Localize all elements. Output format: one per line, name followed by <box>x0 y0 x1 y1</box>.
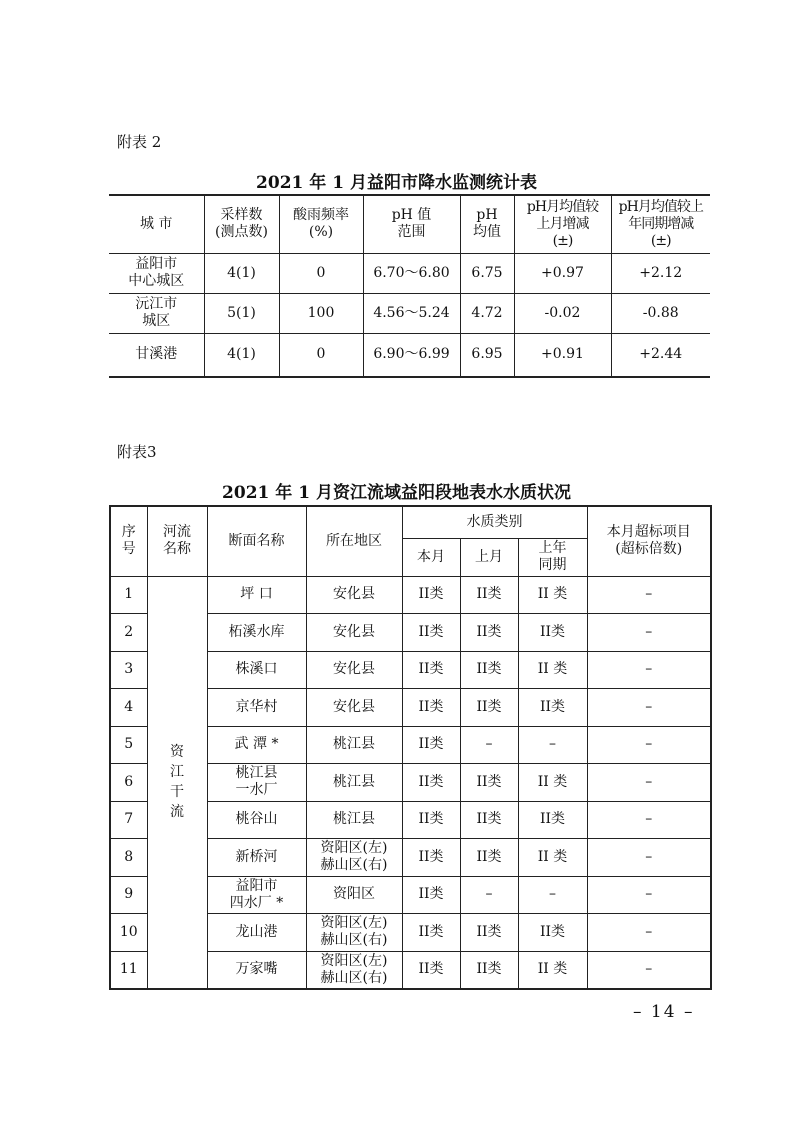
precip-cell-vs-last-year: +2.12 <box>611 253 710 293</box>
wq-cell-last-month: – <box>460 876 518 914</box>
wq-header-exceed: 本月超标项目 (超标倍数) <box>587 506 711 576</box>
wq-cell-exceed: – <box>587 689 711 727</box>
wq-cell-seq: 11 <box>110 951 147 989</box>
precip-cell-acid-rain: 0 <box>279 333 363 377</box>
wq-cell-section: 坪 口 <box>207 576 306 614</box>
wq-header-quality: 水质类别 <box>402 506 587 538</box>
wq-cell-last-month: II类 <box>460 651 518 689</box>
precip-header-acid-rain: 酸雨频率 (%) <box>279 195 363 253</box>
precip-cell-city: 甘溪港 <box>109 333 204 377</box>
wq-cell-current: II类 <box>402 764 460 802</box>
wq-cell-section: 武 潭 * <box>207 726 306 764</box>
precip-header-samples: 采样数 (测点数) <box>204 195 279 253</box>
wq-cell-exceed: – <box>587 914 711 952</box>
wq-cell-region: 桃江县 <box>306 726 402 764</box>
wq-cell-last-year: – <box>518 876 587 914</box>
precip-header-vs-last-year: pH月均值较上 年同期增减 (±) <box>611 195 710 253</box>
precip-cell-ph-mean: 6.95 <box>460 333 514 377</box>
precip-cell-ph-mean: 6.75 <box>460 253 514 293</box>
wq-cell-region: 资阳区 <box>306 876 402 914</box>
wq-cell-exceed: – <box>587 651 711 689</box>
wq-cell-last-month: II类 <box>460 689 518 727</box>
wq-cell-region: 资阳区(左) 赫山区(右) <box>306 951 402 989</box>
precip-header-row <box>109 195 710 253</box>
wq-cell-seq: 3 <box>110 651 147 689</box>
wq-cell-region: 桃江县 <box>306 801 402 839</box>
wq-cell-current: II类 <box>402 801 460 839</box>
wq-cell-section: 京华村 <box>207 689 306 727</box>
precip-header-city: 城 市 <box>109 195 204 253</box>
precip-header-vs-last-month: pH月均值较 上月增减 (±) <box>514 195 611 253</box>
wq-cell-last-month: II类 <box>460 764 518 802</box>
wq-header-seq: 序 号 <box>110 506 147 576</box>
wq-cell-section: 益阳市 四水厂 * <box>207 876 306 914</box>
wq-cell-last-year: II 类 <box>518 839 587 877</box>
wq-header-last-year: 上年 同期 <box>518 538 587 576</box>
wq-cell-last-year: II类 <box>518 689 587 727</box>
wq-cell-exceed: – <box>587 839 711 877</box>
wq-cell-seq: 1 <box>110 576 147 614</box>
precip-cell-acid-rain: 100 <box>279 293 363 333</box>
appendix3-title: 2021 年 1 月资江流域益阳段地表水水质状况 <box>222 483 571 503</box>
wq-cell-section: 新桥河 <box>207 839 306 877</box>
precip-row <box>109 333 710 377</box>
precipitation-table <box>109 194 710 378</box>
precip-cell-vs-last-year: -0.88 <box>611 293 710 333</box>
wq-header-last-month: 上月 <box>460 538 518 576</box>
precip-cell-samples: 4(1) <box>204 333 279 377</box>
precip-header-ph-mean: pH 均值 <box>460 195 514 253</box>
wq-cell-exceed: – <box>587 876 711 914</box>
water-quality-table <box>109 505 712 990</box>
wq-cell-current: II类 <box>402 839 460 877</box>
wq-header-current: 本月 <box>402 538 460 576</box>
wq-cell-current: II类 <box>402 614 460 652</box>
wq-cell-last-month: – <box>460 726 518 764</box>
wq-cell-last-year: II 类 <box>518 951 587 989</box>
wq-cell-seq: 2 <box>110 614 147 652</box>
wq-header-river: 河流 名称 <box>147 506 207 576</box>
wq-cell-section: 桃谷山 <box>207 801 306 839</box>
wq-cell-region: 资阳区(左) 赫山区(右) <box>306 839 402 877</box>
wq-cell-current: II类 <box>402 689 460 727</box>
wq-cell-seq: 6 <box>110 764 147 802</box>
wq-cell-seq: 9 <box>110 876 147 914</box>
precip-cell-samples: 4(1) <box>204 253 279 293</box>
wq-cell-last-year: II 类 <box>518 764 587 802</box>
wq-cell-seq: 10 <box>110 914 147 952</box>
wq-cell-seq: 8 <box>110 839 147 877</box>
wq-cell-last-month: II类 <box>460 839 518 877</box>
wq-cell-section: 龙山港 <box>207 914 306 952</box>
wq-cell-last-month: II类 <box>460 801 518 839</box>
wq-cell-region: 安化县 <box>306 576 402 614</box>
precip-cell-samples: 5(1) <box>204 293 279 333</box>
precip-row <box>109 253 710 293</box>
wq-cell-seq: 7 <box>110 801 147 839</box>
precip-cell-acid-rain: 0 <box>279 253 363 293</box>
precip-cell-vs-last-month: +0.97 <box>514 253 611 293</box>
wq-cell-last-year: II 类 <box>518 651 587 689</box>
precip-cell-vs-last-month: +0.91 <box>514 333 611 377</box>
precip-cell-ph-mean: 4.72 <box>460 293 514 333</box>
precip-cell-ph-range: 4.56～5.24 <box>363 293 460 333</box>
wq-cell-exceed: – <box>587 951 711 989</box>
wq-cell-current: II类 <box>402 951 460 989</box>
wq-cell-current: II类 <box>402 876 460 914</box>
wq-cell-exceed: – <box>587 726 711 764</box>
precip-cell-vs-last-year: +2.44 <box>611 333 710 377</box>
wq-cell-section: 桃江县 一水厂 <box>207 764 306 802</box>
wq-cell-exceed: – <box>587 801 711 839</box>
wq-cell-seq: 5 <box>110 726 147 764</box>
appendix2-label: 附表 2 <box>117 133 162 151</box>
wq-cell-region: 桃江县 <box>306 764 402 802</box>
appendix3-label: 附表3 <box>117 443 157 461</box>
precip-header-ph-range: pH 值 范围 <box>363 195 460 253</box>
page-number: – 14 – <box>633 1002 695 1022</box>
wq-cell-region: 安化县 <box>306 614 402 652</box>
wq-cell-last-month: II类 <box>460 951 518 989</box>
precip-cell-ph-range: 6.90～6.99 <box>363 333 460 377</box>
wq-cell-section: 株溪口 <box>207 651 306 689</box>
wq-header-region: 所在地区 <box>306 506 402 576</box>
wq-cell-exceed: – <box>587 576 711 614</box>
wq-cell-last-year: – <box>518 726 587 764</box>
appendix2-title: 2021 年 1 月益阳市降水监测统计表 <box>256 173 537 193</box>
wq-cell-last-year: II类 <box>518 614 587 652</box>
wq-cell-exceed: – <box>587 614 711 652</box>
wq-header-section: 断面名称 <box>207 506 306 576</box>
wq-cell-last-year: II 类 <box>518 576 587 614</box>
wq-cell-region: 安化县 <box>306 651 402 689</box>
wq-cell-current: II类 <box>402 651 460 689</box>
wq-cell-exceed: – <box>587 764 711 802</box>
table-row <box>110 576 711 614</box>
wq-cell-last-year: II类 <box>518 914 587 952</box>
precip-cell-city: 沅江市 城区 <box>109 293 204 333</box>
wq-cell-last-month: II类 <box>460 614 518 652</box>
precip-cell-ph-range: 6.70～6.80 <box>363 253 460 293</box>
precip-cell-city: 益阳市 中心城区 <box>109 253 204 293</box>
precip-cell-vs-last-month: -0.02 <box>514 293 611 333</box>
wq-cell-last-year: II类 <box>518 801 587 839</box>
wq-cell-section: 万家嘴 <box>207 951 306 989</box>
wq-cell-river-name: 资 江 干 流 <box>147 576 207 989</box>
wq-cell-seq: 4 <box>110 689 147 727</box>
wq-cell-last-month: II类 <box>460 576 518 614</box>
wq-cell-region: 安化县 <box>306 689 402 727</box>
wq-cell-current: II类 <box>402 576 460 614</box>
wq-cell-current: II类 <box>402 914 460 952</box>
wq-cell-section: 柘溪水库 <box>207 614 306 652</box>
wq-cell-region: 资阳区(左) 赫山区(右) <box>306 914 402 952</box>
wq-cell-last-month: II类 <box>460 914 518 952</box>
wq-cell-current: II类 <box>402 726 460 764</box>
precip-row <box>109 293 710 333</box>
